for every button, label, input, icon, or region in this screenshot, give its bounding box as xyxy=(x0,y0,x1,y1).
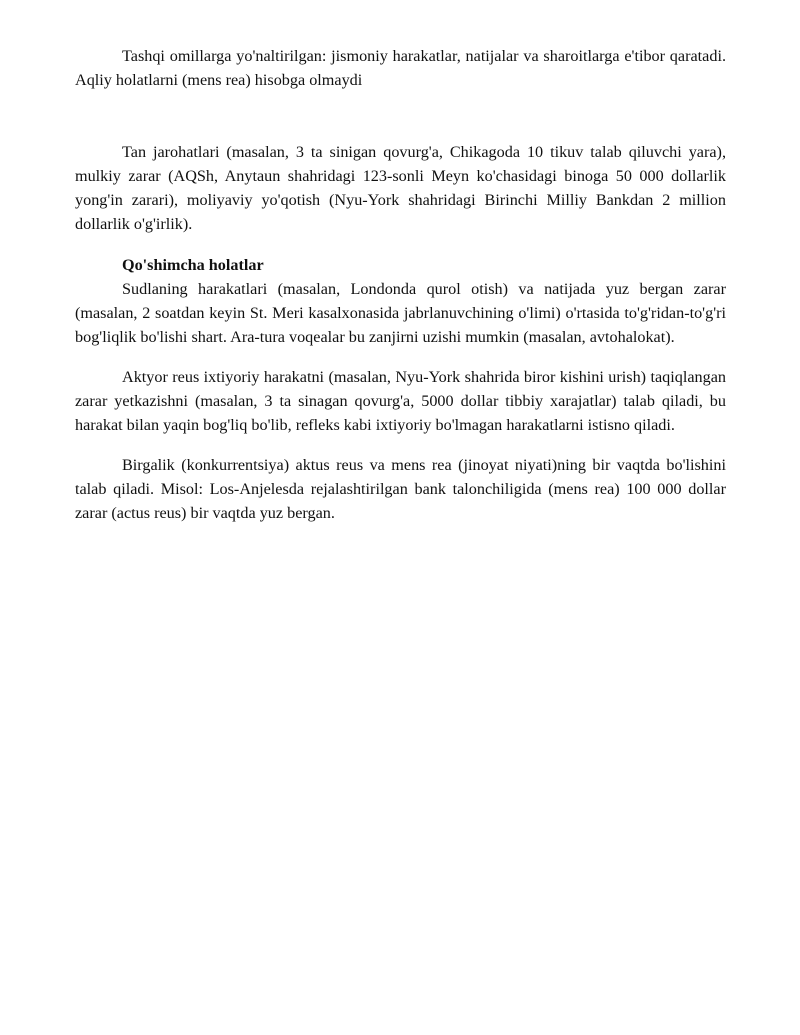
spacer xyxy=(75,92,726,140)
section-heading: Qo'shimcha holatlar xyxy=(122,255,264,274)
document-body xyxy=(75,44,726,526)
paragraph-external-factors: Tashqi omillarga yo'naltirilgan: jismoniy harakatlar, natijalar va sharoitlarga e'tibor qaratadi. Aqliy holatlarni (mens rea) hisobga olmaydi xyxy=(75,47,726,90)
paragraph-causation: Sudlaning harakatlari (masalan, Londonda qurol otish) va natijada yuz bergan zarar (masalan, 2 soatdan keyin St. Meri kasalxonasida jabrlanuvchining o'limi) o'rtasida to'g'ridan-to'g'ri bog'liqlik bo'lishi shart. Ara-tura voqealar bu zanjirni uzishi mumkin (masalan, avtohalokat). xyxy=(75,279,726,346)
paragraph-harm-examples: Tan jarohatlari (masalan, 3 ta sinigan qovurg'a, Chikagoda 10 tikuv talab qiluvchi yara), mulkiy zarar (AQSh, Anytaun shahridagi 123-sonli Meyn ko'chasidagi binoga 50 000 dollarlik yong'in zarari), moliyaviy yo'qotish (Nyu-York shahridagi Birinchi Milliy Bankdan 2 million dollarlik o'g'irlik). xyxy=(75,143,726,234)
paragraph-actus-reus: Aktyor reus ixtiyoriy harakatni (masalan, Nyu-York shahrida biror kishini urish) taqiqlangan zarar yetkazishni (masalan, 3 ta sinagan qovurg'a, 5000 dollar tibbiy xarajatlar) talab qiladi, bu harakat bilan yaqin bog'liq bo'lib, refleks kabi ixtiyoriy bo'lmagan harakatlarni istisno qiladi. xyxy=(75,367,726,435)
spacer xyxy=(75,349,726,365)
spacer xyxy=(75,437,726,453)
paragraph-concurrence: Birgalik (konkurrentsiya) aktus reus va mens rea (jinoyat niyati)ning bir vaqtda bo'lishini talab qiladi. Misol: Los-Anjelesda rejalashtirilgan bank talonchiligida (mens rea) 100 000 dollar zarar (actus reus) bir vaqtda yuz bergan. xyxy=(75,456,726,523)
spacer xyxy=(75,237,726,253)
